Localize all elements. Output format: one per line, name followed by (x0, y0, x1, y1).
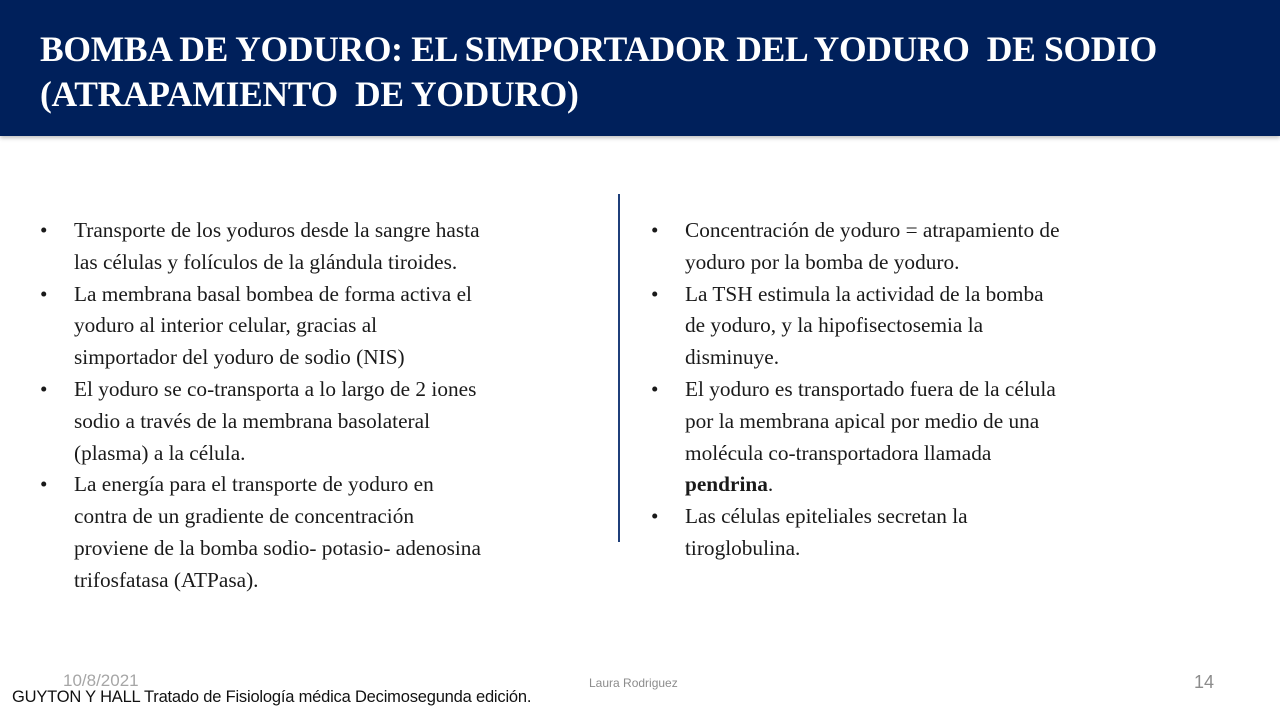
list-item (651, 501, 1191, 565)
bullet-icon: • (651, 218, 659, 242)
footer-author: Laura Rodriguez (589, 676, 678, 690)
list-item-line: de yoduro, y la hipofisectosemia la (685, 313, 984, 338)
list-item-line: La energía para el transporte de yoduro en (74, 472, 434, 497)
list-item (651, 374, 1191, 501)
list-item-line: molécula co-transportadora llamada (685, 440, 992, 465)
list-item-line: Las células epiteliales secretan la (685, 504, 968, 529)
list-item-line: Transporte de los yoduros desde la sangre hasta (74, 218, 480, 242)
bold-term-suffix: . (767, 472, 774, 497)
list-item-line: trifosfatasa (ATPasa). (74, 567, 259, 592)
list-item-line: sodio a través de la membrana basolateral (74, 408, 430, 433)
list-item (651, 279, 1191, 374)
bullet-icon: • (651, 281, 659, 306)
list-item-line: (plasma) a la célula. (74, 440, 246, 465)
list-item-line: contra de un gradiente de concentración (74, 504, 414, 529)
slide-title-line-1: BOMBA DE YODURO: EL SIMPORTADOR DEL YODURO DE SODIO (40, 29, 1157, 69)
bold-term: pendrina (685, 472, 768, 497)
list-item-line: proviene de la bomba sodio- potasio- adenosina (74, 535, 481, 560)
slide-title (40, 27, 1260, 117)
list-item (40, 279, 605, 374)
list-item-line: La membrana basal bombea de forma activa el (74, 281, 472, 306)
bullet-icon: • (40, 472, 48, 497)
right-column (651, 215, 1191, 565)
list-item-line: disminuye. (685, 345, 780, 370)
page-number: 14 (1194, 672, 1215, 692)
list-item-line: yoduro por la bomba de yoduro. (685, 249, 960, 274)
list-item (40, 469, 605, 596)
list-item-line: yoduro al interior celular, gracias al (74, 313, 378, 338)
left-column (40, 215, 605, 597)
list-item-line: Concentración de yoduro = atrapamiento de (685, 218, 1060, 242)
bullet-icon: • (40, 376, 48, 401)
list-item (651, 215, 1191, 279)
title-bar (0, 0, 1280, 136)
list-item-line: El yoduro es transportado fuera de la célula (685, 376, 1056, 401)
list-item-line: La TSH estimula la actividad de la bomba (685, 281, 1044, 306)
slide-title-line-2: (ATRAPAMIENTO DE YODURO) (40, 74, 579, 114)
list-item-line: simportador del yoduro de sodio (NIS) (74, 345, 405, 370)
bullet-icon: • (40, 281, 48, 306)
footer-date: 10/8/2021 (63, 671, 139, 690)
bullet-icon: • (651, 504, 659, 529)
list-item-line: tiroglobulina. (685, 535, 801, 560)
bullet-icon: • (651, 376, 659, 401)
list-item-line: por la membrana apical por medio de una (685, 408, 1040, 433)
source-citation: GUYTON Y HALL Tratado de Fisiología médica Decimosegunda edición. (12, 688, 532, 706)
column-divider (618, 194, 620, 542)
list-item (40, 374, 605, 469)
right-bullet-list (651, 215, 1191, 565)
list-item-line: las células y folículos de la glándula tiroides. (74, 249, 458, 274)
list-item-line: El yoduro se co-transporta a lo largo de 2 iones (74, 376, 477, 401)
list-item (40, 215, 605, 279)
list-item-line (685, 469, 1191, 501)
bullet-icon: • (40, 218, 48, 242)
left-bullet-list (40, 215, 605, 597)
